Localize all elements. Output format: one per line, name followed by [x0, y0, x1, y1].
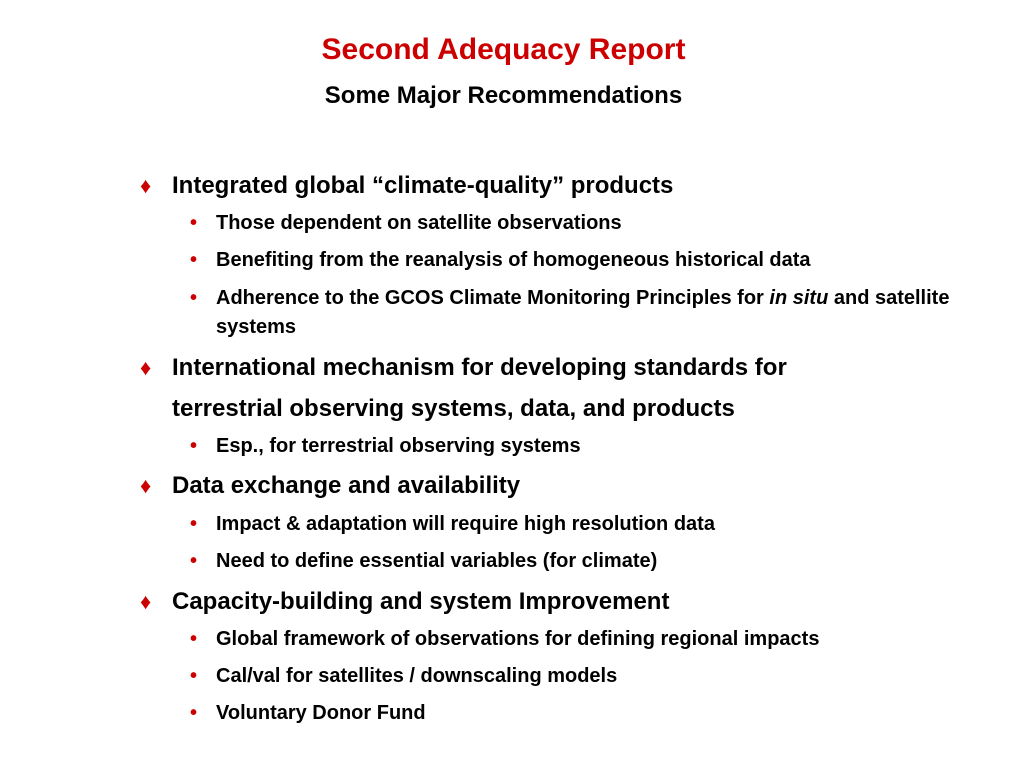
sub-bullet-item — [190, 209, 986, 238]
bullet-item-international-mechanism — [140, 348, 972, 388]
bullet-item-climate-quality-products — [140, 166, 972, 206]
sub-bullet-italic-text: in situ — [769, 287, 829, 309]
sub-bullet-text: Global framework of observations for defining regional impacts — [216, 628, 820, 650]
bullet-text: Integrated global “climate-quality” products — [172, 172, 674, 199]
bullet-text-line-1: International mechanism for developing standards for — [172, 354, 787, 381]
sub-bullet-item — [190, 662, 986, 691]
sub-bullet-item — [190, 432, 986, 461]
sub-bullet-text: Cal/val for satellites / downscaling models — [216, 665, 618, 687]
sub-bullet-text: Benefiting from the reanalysis of homogeneous historical data — [216, 249, 811, 271]
bullet-text-line-2: terrestrial observing systems, data, and products — [172, 395, 735, 422]
sub-bullet-item — [190, 625, 986, 654]
dot-bullet-icon: • — [190, 435, 198, 457]
dot-bullet-icon: • — [190, 287, 198, 309]
diamond-bullet-icon: ♦ — [140, 589, 152, 614]
bullet-item-data-exchange — [140, 466, 972, 506]
slide-subtitle: Some Major Recommendations — [324, 82, 683, 109]
dot-bullet-icon: • — [190, 212, 198, 234]
sub-bullet-text-end: and satellite systems — [216, 287, 950, 338]
sub-bullet-item — [190, 699, 986, 728]
dot-bullet-icon: • — [190, 550, 198, 572]
sub-bullet-text: Esp., for terrestrial observing systems — [216, 435, 581, 457]
sub-bullet-text: Need to define essential variables (for climate) — [216, 550, 658, 572]
dot-bullet-icon: • — [190, 665, 198, 687]
sub-bullet-item — [190, 510, 986, 539]
bullet-text: Data exchange and availability — [172, 472, 521, 499]
dot-bullet-icon: • — [190, 702, 198, 724]
diamond-bullet-icon: ♦ — [140, 173, 152, 198]
sub-bullet-item — [190, 547, 986, 576]
sub-bullet-text: Voluntary Donor Fund — [216, 702, 426, 724]
bullet-item-capacity-building — [140, 582, 972, 622]
sub-bullet-text-start: Adherence to the GCOS Climate Monitoring Principles for — [216, 287, 770, 309]
bullet-text: Capacity-building and system Improvement — [172, 588, 670, 615]
sub-bullet-item — [190, 246, 986, 275]
diamond-bullet-icon: ♦ — [140, 473, 152, 498]
slide-title: Second Adequacy Report — [321, 33, 686, 66]
dot-bullet-icon: • — [190, 249, 198, 271]
sub-bullet-item — [190, 284, 986, 342]
bullet-item-international-mechanism-continued — [172, 389, 972, 429]
sub-bullet-text: Those dependent on satellite observations — [216, 212, 622, 234]
dot-bullet-icon: • — [190, 513, 198, 535]
sub-bullet-text: Impact & adaptation will require high resolution data — [216, 513, 715, 535]
diamond-bullet-icon: ♦ — [140, 355, 152, 380]
dot-bullet-icon: • — [190, 628, 198, 650]
